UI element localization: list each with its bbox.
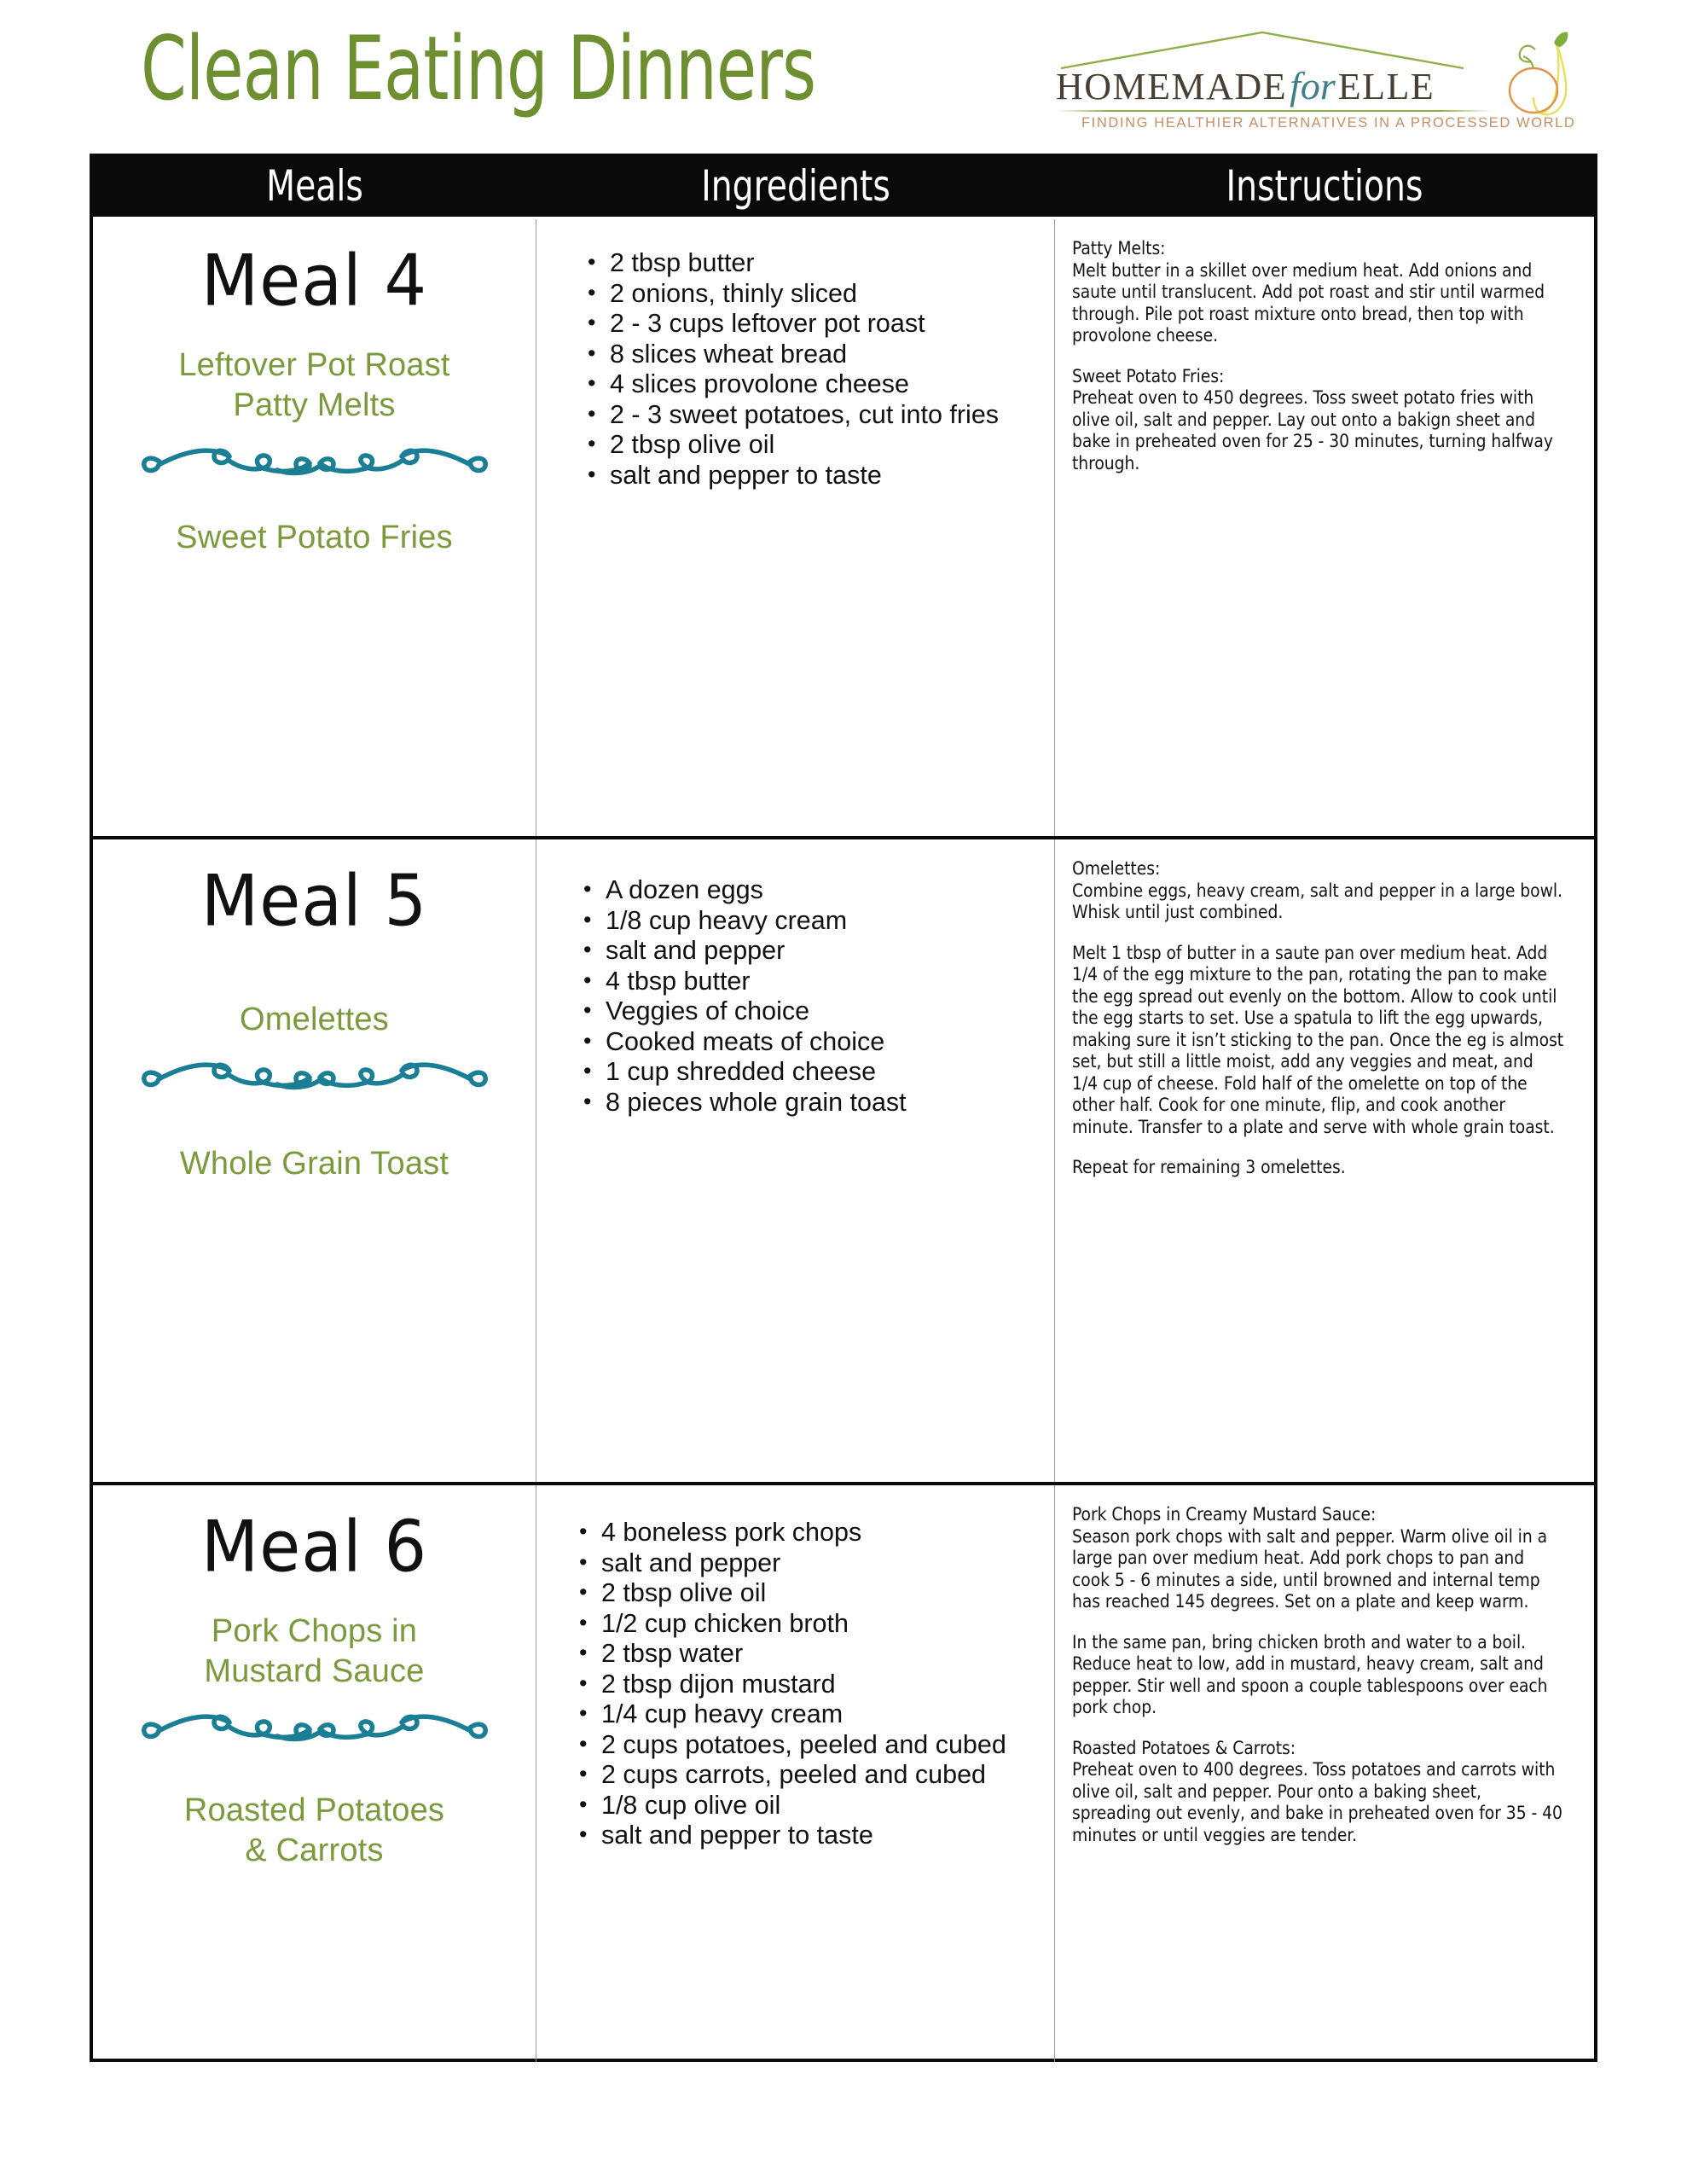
dish-secondary-line-1: Roasted Potatoes [183, 1792, 445, 1829]
instruction-body: Preheat oven to 400 degrees. Toss potatoes and carrots with olive oil, salt and pepper. Pour onto a baking sheet, spreading out evenly, and bake in preheated oven for 35 - 40 minutes or until veggies are tender. [1072, 1759, 1562, 1846]
instruction-body: Melt 1 tbsp of butter in a saute pan over medium heat. Add 1/4 of the egg mixture to the pan, rotating the pan to make the egg spread out evenly on the bottom. Allow to cook until the egg starts to set. Use a spatula to lift the egg upwards, making sure it isn’t sticking to the pan. Once the eg is almost set, but still a little moist, add any veggies and meat, and 1/4 cup of cheese. Fold half of the omelette on top of the other half. Cook for one minute, flip, and cook another minute. Transfer to a plate and serve with whole grain toast. [1072, 942, 1564, 1138]
dish-secondary-line-2: & Carrots [245, 1833, 384, 1869]
list-item: • A dozen eggs [583, 875, 1054, 906]
instruction-body: Repeat for remaining 3 omelettes. [1072, 1157, 1346, 1178]
instruction-body: Preheat oven to 450 degrees. Toss sweet potato fries with olive oil, salt and pepper. Lay out onto a bakign sheet and bake in preheated oven for 25 - 30 minutes, turning halfway through. [1072, 387, 1553, 474]
list-item: • 2 tbsp water [579, 1639, 1054, 1670]
instructions-cell [1055, 839, 1594, 1482]
instruction-body: In the same pan, bring chicken broth and water to a boil. Reduce heat to low, add in mustard, heavy cream, salt and pepper. Stir well and spoon a couple tablespoons over each pork chop. [1072, 1631, 1548, 1718]
meal-cell [93, 839, 536, 1482]
instruction-heading: Roasted Potatoes & Carrots: [1072, 1737, 1296, 1759]
meal-plan-table [90, 154, 1597, 2062]
dish-line-2: Mustard Sauce [204, 1653, 425, 1690]
instruction-heading: Pork Chops in Creamy Mustard Sauce: [1072, 1504, 1377, 1525]
list-item: • 2 cups carrots, peeled and cubed [579, 1760, 1054, 1791]
table-row [93, 1485, 1594, 2062]
ingredients-cell [536, 219, 1055, 836]
page-title: Clean Eating Dinners [141, 18, 816, 120]
list-item: • 2 tbsp dijon mustard [579, 1670, 1054, 1700]
brand-logo [1051, 15, 1580, 142]
instruction-body: Melt butter in a skillet over medium heat. Add onions and saute until translucent. Add pot roast and stir until warmed through. Pile pot roast mixture onto bread, then top with provolone cheese. [1072, 259, 1545, 346]
list-item: • salt and pepper to taste [588, 461, 1054, 491]
meal-dish-secondary: Sweet Potato Fries [176, 520, 453, 556]
instruction-body: Season pork chops with salt and pepper. Warm olive oil in a large pan over medium heat. Add pork chops to pan and cook 5 - 6 minutes a side, until browned and internal temp has reached 145 degrees. Set on a plate and keep warm. [1072, 1525, 1548, 1612]
instructions-cell [1055, 219, 1594, 836]
logo-elle-text: ELLE [1337, 66, 1435, 107]
dish-line-2: Patty Melts [233, 387, 396, 424]
ingredients-list [536, 1485, 1054, 1851]
flourish-divider-icon [136, 438, 494, 480]
instructions-cell [1055, 1485, 1594, 2062]
instruction-paragraph [1072, 1157, 1563, 1179]
list-item: • 1/8 cup heavy cream [583, 906, 1054, 937]
flourish-divider-icon [136, 1052, 494, 1095]
instructions-block [1055, 219, 1594, 474]
instruction-body: Combine eggs, heavy cream, salt and pepper in a large bowl. Whisk until just combined. [1072, 880, 1562, 923]
instruction-paragraph [1072, 943, 1563, 1139]
meal-number: Meal 5 [200, 861, 428, 943]
ingredients-cell [536, 839, 1055, 1482]
column-header-meals: Meals [266, 160, 363, 212]
ingredients-list [536, 839, 1054, 1118]
meal-dish-primary [93, 1612, 536, 1692]
list-item: • 4 slices provolone cheese [588, 369, 1054, 400]
list-item: • Veggies of choice [583, 996, 1054, 1027]
meal-dish-secondary: Whole Grain Toast [179, 1146, 449, 1182]
instruction-heading: Sweet Potato Fries: [1072, 365, 1225, 387]
logo-homemade-text: HOMEMADE [1056, 66, 1288, 107]
list-item: • 1/4 cup heavy cream [579, 1699, 1054, 1730]
meal-number: Meal 4 [200, 241, 428, 322]
meal-dish-primary: Omelettes [240, 1002, 389, 1037]
instruction-heading: Patty Melts: [1072, 238, 1166, 259]
list-item: • 2 onions, thinly sliced [588, 279, 1054, 310]
logo-tagline: FINDING HEALTHIER ALTERNATIVES IN A PROCESSED WORLD [1081, 115, 1576, 131]
list-item: • 2 - 3 sweet potatoes, cut into fries [588, 400, 1054, 431]
meal-cell [93, 1485, 536, 2062]
meal-dish-secondary [93, 1791, 536, 1871]
logo-for-text: for [1290, 64, 1336, 107]
list-item: • Cooked meats of choice [583, 1027, 1054, 1058]
list-item: • 2 - 3 cups leftover pot roast [588, 309, 1054, 340]
list-item: • 1 cup shredded cheese [583, 1057, 1054, 1088]
logo-divider-rule [1056, 110, 1493, 112]
instruction-paragraph [1072, 1632, 1563, 1719]
document-header [0, 0, 1687, 150]
list-item: • 1/8 cup olive oil [579, 1791, 1054, 1821]
ingredients-cell [536, 1485, 1055, 2062]
meal-dish-primary [93, 346, 536, 426]
apple-pear-icon [1475, 27, 1580, 121]
table-header-row [93, 157, 1594, 219]
list-item: • 8 pieces whole grain toast [583, 1088, 1054, 1118]
instructions-block [1055, 839, 1594, 1179]
list-item: • 4 tbsp butter [583, 967, 1054, 997]
list-item: • 1/2 cup chicken broth [579, 1609, 1054, 1640]
list-item: • 2 tbsp olive oil [579, 1578, 1054, 1609]
column-header-instructions: Instructions [1226, 160, 1423, 212]
instruction-heading: Omelettes: [1072, 858, 1161, 880]
list-item: • 2 cups potatoes, peeled and cubed [579, 1730, 1054, 1761]
list-item: • 8 slices wheat bread [588, 340, 1054, 370]
meal-cell [93, 219, 536, 836]
instructions-block [1055, 1485, 1594, 1846]
logo-wordmark [1056, 63, 1499, 107]
table-row [93, 219, 1594, 839]
meal-number: Meal 6 [200, 1507, 428, 1589]
dish-line-1: Leftover Pot Roast [178, 347, 450, 383]
list-item: • 2 tbsp olive oil [588, 430, 1054, 461]
column-header-ingredients: Ingredients [701, 160, 890, 212]
table-row [93, 839, 1594, 1485]
list-item: • 4 boneless pork chops [579, 1518, 1054, 1548]
ingredients-list [536, 219, 1054, 491]
instruction-paragraph [1072, 858, 1563, 924]
list-item: • salt and pepper [579, 1548, 1054, 1579]
list-item: • 2 tbsp butter [588, 248, 1054, 279]
flourish-divider-icon [136, 1704, 494, 1746]
instruction-paragraph [1072, 1738, 1563, 1847]
instruction-paragraph [1072, 238, 1563, 347]
instruction-paragraph [1072, 366, 1563, 475]
list-item: • salt and pepper to taste [579, 1821, 1054, 1851]
list-item: • salt and pepper [583, 936, 1054, 967]
dish-line-1: Pork Chops in [211, 1613, 418, 1649]
instruction-paragraph [1072, 1504, 1563, 1613]
